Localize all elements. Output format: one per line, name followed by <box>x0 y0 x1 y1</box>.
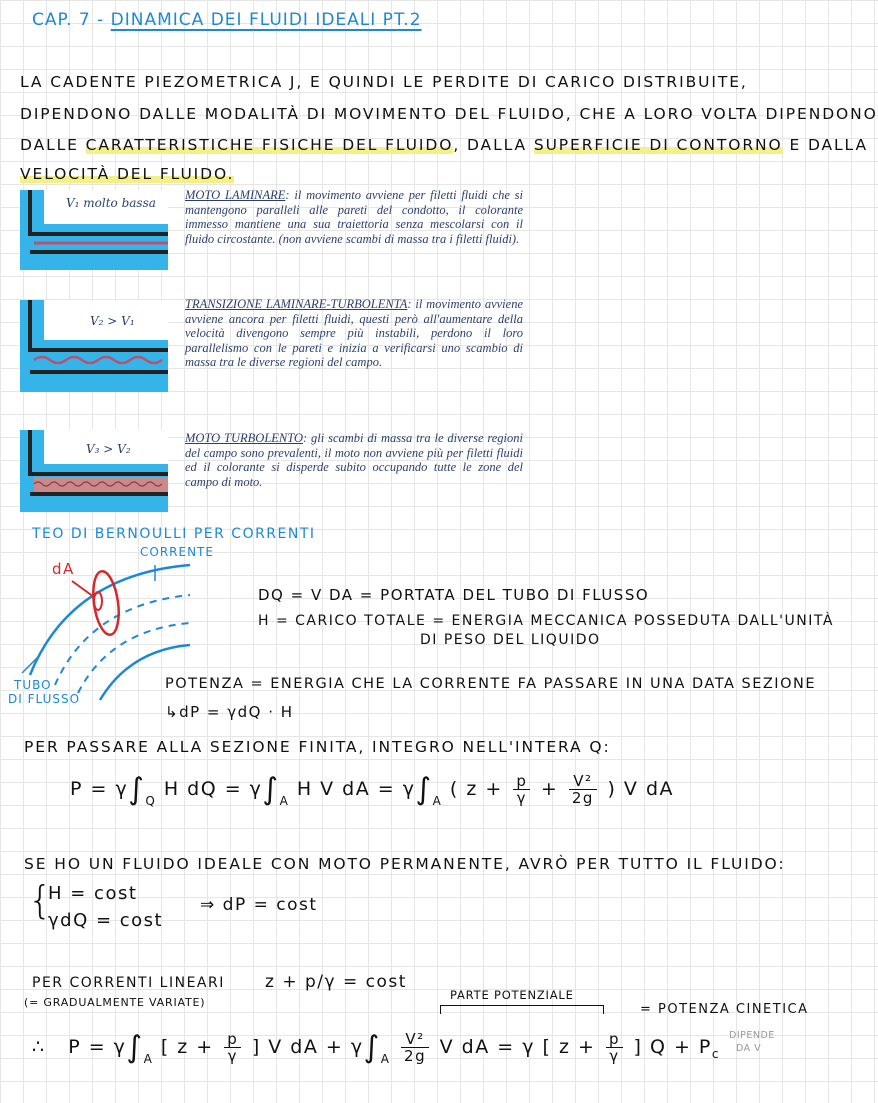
parte-potenziale-label: PARTE POTENZIALE <box>450 988 574 1002</box>
laminar-description: MOTO LAMINARE: il movimento avviene per filetti fluidi che si mantengono paralleli alle pareti del condotto, il colorante immesso mantiene una sua traiettoria senza mescolarsi con il fluido circostante. (non avviene scambi di massa tra i filetti fluidi). <box>185 188 523 246</box>
intro-line-2: DIPENDONO DALLE MODALITÀ DI MOVIMENTO DEL FLUIDO, CHE A LORO VOLTA DIPENDONO <box>20 105 878 123</box>
turbulent-flow-figure <box>20 430 168 512</box>
intro-line-1: LA CADENTE PIEZOMETRICA J, E QUINDI LE PERDITE DI CARICO DISTRIBUITE, <box>20 73 748 91</box>
lineari-equation: z + p/γ = cost <box>265 972 407 992</box>
h-definition: H = CARICO TOTALE = ENERGIA MECCANICA POSSEDUTA DALL'UNITÀ <box>258 613 834 629</box>
title-underlined: DINAMICA DEI FLUIDI IDEALI PT.2 <box>110 10 422 30</box>
dp-equation: ↳dP = γdQ · H <box>165 703 294 721</box>
h-definition-cont: DI PESO DEL LIQUIDO <box>420 632 601 648</box>
bernoulli-heading: TEO DI BERNOULLI PER CORRENTI <box>32 526 316 542</box>
intro-line-4 <box>20 165 234 183</box>
label-corrente: CORRENTE <box>140 545 214 559</box>
velocity-label-3: V₃ > V₂ <box>86 442 131 456</box>
turbulent-description: MOTO TURBOLENTO: gli scambi di massa tra le diverse regioni del campo sono prevalenti, il moto non avviene più per filetti fluidi ed il colorante si disperde subito occupando tutte le zone del campo di moto. <box>185 431 523 489</box>
page-title <box>32 10 422 30</box>
transition-description: TRANSIZIONE LAMINARE-TURBOLENTA: il movimento avviene avviene ancora per filetti fluidi, questi però all'aumentare della velocità divengono sempre più instabili, perdono il loro parallelismo con le pareti e inizia a verificarsi uno scambio di massa tra le diverse regioni del campo. <box>185 297 523 370</box>
transition-flow-figure <box>20 300 168 392</box>
gradualmente-variate-label: (= GRADUALMENTE VARIATE) <box>24 996 206 1009</box>
label-di-flusso: DI FLUSSO <box>8 692 81 706</box>
title-prefix: CAP. 7 - <box>32 10 105 30</box>
intro-line-3: DALLE CARATTERISTICHE FISICHE DEL FLUIDO, DALLA SUPERFICIE DI CONTORNO E DALLA <box>20 136 868 154</box>
highlight-velocity: VELOCITÀ DEL FLUIDO. <box>20 165 235 183</box>
velocity-label-1: V₁ molto bassa <box>66 196 156 210</box>
system-result: ⇒ dP = cost <box>200 895 318 915</box>
velocity-label-2: V₂ > V₁ <box>90 314 135 328</box>
fluido-ideale-line: SE HO UN FLUIDO IDEALE CON MOTO PERMANENTE, AVRÒ PER TUTTO IL FLUIDO: <box>24 855 786 873</box>
dipende-label: DIPENDE <box>729 1030 775 1041</box>
label-tubo: TUBO <box>14 678 52 692</box>
system-eq-2: γdQ = cost <box>48 910 164 931</box>
system-brace: { <box>28 878 53 922</box>
highlight-fluid-props: CARATTERISTICHE FISICHE DEL FLUIDO <box>85 136 454 154</box>
label-dA: dA <box>52 560 75 578</box>
highlight-surface: SUPERFICIE DI CONTORNO <box>533 136 783 154</box>
sezione-finita-line: PER PASSARE ALLA SEZIONE FINITA, INTEGRO NELL'INTERA Q: <box>24 738 611 756</box>
power-integral-equation: $P = \gamma\int_Q$ H dQ = $\gamma\int_A$ H V dA = $\gamma\int_A$ ( z + $\frac{p}{\gamma}$ + $\frac{\text{V²}}{2g}$ ) V dA <box>70 772 675 808</box>
potenza-cinetica-label: = POTENZA CINETICA <box>640 1002 809 1017</box>
laminar-flow-figure <box>20 190 168 268</box>
parte-potenziale-bracket <box>440 1005 604 1014</box>
potenza-definition: POTENZA = ENERGIA CHE LA CORRENTE FA PASSARE IN UNA DATA SEZIONE <box>165 676 816 692</box>
final-power-equation: ∴ $P = \gamma\int_A$ [ z + $\frac{p}{\gamma}$ ] V dA + $\gamma\int_A$ $\frac{\text{V²}}{2g}$ V dA = γ [ z + $\frac{p}{\gamma}$ ] $Q + P_c$ <box>32 1030 720 1066</box>
dq-definition: DQ = V DA = PORTATA DEL TUBO DI FLUSSO <box>258 586 650 604</box>
da-v-label: DA V <box>736 1043 762 1054</box>
correnti-lineari-label: PER CORRENTI LINEARI <box>32 975 225 991</box>
system-eq-1: H = cost <box>48 883 138 904</box>
